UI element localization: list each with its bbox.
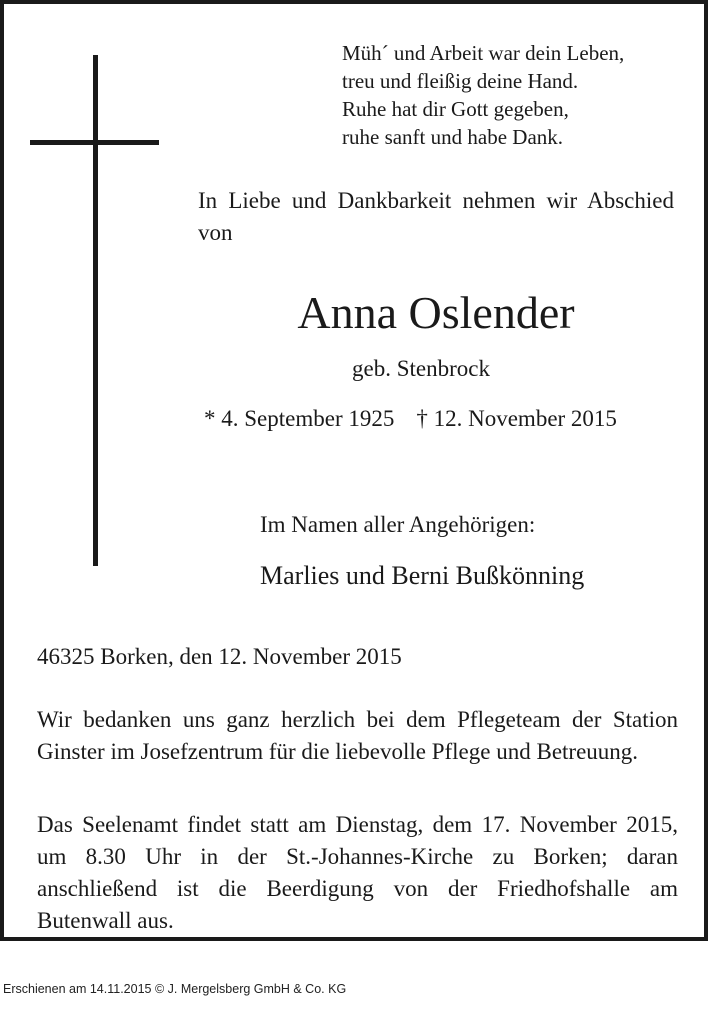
life-dates	[204, 404, 617, 434]
poem-line: ruhe sanft und habe Dank.	[342, 125, 564, 149]
cross-vertical-bar	[93, 55, 98, 566]
intro-text: In Liebe und Dankbarkeit nehmen wir Abschied von	[198, 188, 674, 245]
birth-date: * 4. September 1925	[204, 406, 395, 431]
poem-line: Ruhe hat dir Gott gegeben,	[342, 97, 569, 121]
poem	[342, 39, 624, 151]
service-paragraph: Das Seelenamt findet statt am Dienstag, dem 17. November 2015, um 8.30 Uhr in der St.-Johannes-Kirche zu Borken; daran anschließend ist die Beerdigung von der Friedhofshalle am Butenwall aus.	[37, 812, 678, 933]
deceased-name: Anna Oslender	[297, 287, 575, 338]
poem-line: Müh´ und Arbeit war dein Leben,	[342, 41, 625, 65]
poem-line: treu und fleißig deine Hand.	[342, 69, 579, 93]
signers-names: Marlies und Berni Bußkönning	[260, 561, 585, 590]
death-date: † 12. November 2015	[416, 406, 617, 431]
signers-label: Im Namen aller Angehörigen:	[260, 512, 536, 537]
place-date: 46325 Borken, den 12. November 2015	[37, 644, 402, 669]
cross-horizontal-bar	[30, 140, 159, 145]
maiden-name: geb. Stenbrock	[352, 356, 490, 381]
thanks-paragraph: Wir bedanken uns ganz herzlich bei dem Pflegeteam der Station Ginster im Josefzentrum für die liebevolle Pflege und Betreuung.	[37, 707, 678, 764]
publication-footer: Erschienen am 14.11.2015 © J. Mergelsberg GmbH & Co. KG	[3, 982, 347, 996]
